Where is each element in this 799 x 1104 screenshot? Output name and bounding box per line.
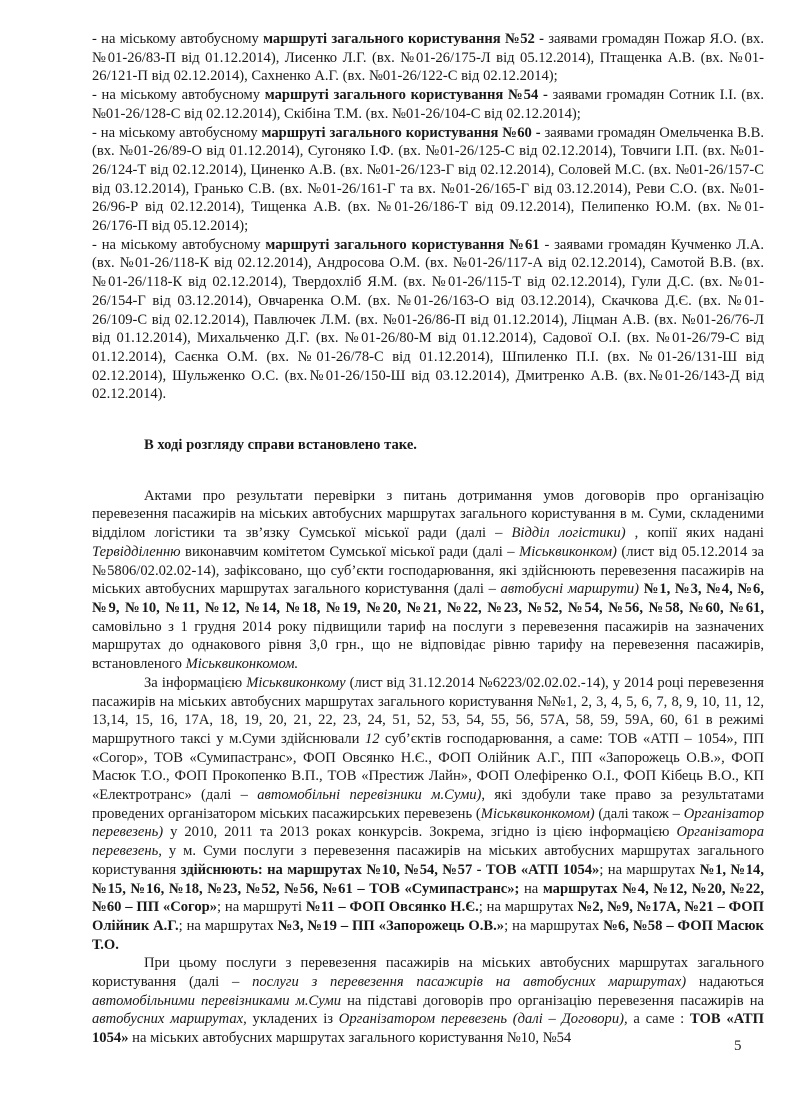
paragraph-contracts: При цьому послуги з перевезення пасажирів на міських автобусних маршрутах загального користування (далі – послуги з перевезення пасажирів на автобусних маршрутах) надаються автомобільними перевізниками м.Суми на підставі договорів про організацію перевезення пасажирів на автобусних маршрутах, укладених із Організатором перевезень (далі – Договори), а саме : ТОВ «АТП 1054» на міських автобусних маршрутах загального користування №10, №54 <box>92 955 764 1047</box>
paragraph-inspection-acts: Актами про результати перевірки з питань дотримання умов договорів про організацію перевезення пасажирів на міських автобусних маршрутах загального користування в м. Суми, складеними відділом логістики та зв’язку Сумської міської ради (далі – Відділ логістики) , копії яких надані Тервідділенню виконавчим комітетом Сумської міської ради (далі – Міськвиконком) (лист від 05.12.2014 за №5806/02.02.02-14), зафіксовано, що суб’єкти господарювання, які здійснюють перевезення пасажирів на міських автобусних маршрутах загального користування (далі – автобусні маршрути) №1, №3, №4, №6, №9, №10, №11, №12, №14, №18, №19, №20, №21, №22, №23, №52, №54, №56, №58, №60, №61, самовільно з 1 грудня 2014 року підвищили тариф на послуги з перевезення пасажирів на зазначених маршрутах до однакового рівня 3,0 грн., що не відповідає рівню тарифу на перевезення пасажирів, встановленого Міськвиконкомом. <box>92 487 764 673</box>
list-item-route-54: - на міському автобусному маршруті загального користування №54 - заявами громадян Сотник І.І. (вх. №01-26/128-С від 02.12.2014), Скібіна Т.М. (вх. №01-26/104-С від 02.12.2014); <box>92 87 765 122</box>
page-number: 5 <box>734 1038 742 1054</box>
list-item-route-52: - на міському автобусному маршруті загального користування №52 - заявами громадян Пожар Я.О. (вх. №01-26/83-П від 01.12.2014), Лисенко Л.Г. (вх. №01-26/175-Л від 05.12.2014), Птащенка А.В. (вх. №01-26/121-П від 02.12.2014), Сахненко А.Г. (вх. №01-26/122-С від 02.12.2014); <box>92 31 765 85</box>
paragraph-carriers-info: За інформацією Міськвиконкому (лист від 31.12.2014 №6223/02.02.02.-14), у 2014 році перевезення пасажирів на міських автобусних маршрутах загального користування №№1, 2, 3, 4, 5, 6, 7, 8, 9, 10, 11, 12, 13,14, 15, 16, 17А, 18, 19, 20, 21, 22, 23, 24, 51, 52, 53, 54, 55, 56, 57А, 58, 59, 59А, 60, 61 в режимі маршрутного таксі у м.Суми здійснювали 12 суб’єктів господарювання, а саме: ТОВ «АТП – 1054», ПП «Согор», ТОВ «Сумипастранс», ФОП Овсянко Н.Є., ФОП Олійник А.Г., ПП «Запорожець О.В.», ФОП Масюк Т.О., ФОП Прокопенко В.П., ТОВ «Престиж Лайн», ФОП Олефіренко О.І., ФОП Кібець В.О., КП «Електротранс» (далі – автомобільні перевізники м.Суми), які здобули таке право за результатами проведених організатором міських пасажирських перевезень (Міськвиконкомом) (далі також – Організатор перевезень) у 2010, 2011 та 2013 роках конкурсів. Зокрема, згідно із цією інформацією Організатора перевезень, у м. Суми послуги з перевезення пасажирів на міських автобусних маршрутах загального користування здійснюють: на маршрутах №10, №54, №57 - ТОВ «АТП 1054»; на маршрутах №1, №14, №15, №16, №18, №23, №52, №56, №61 – ТОВ «Сумипастранс»; на маршрутах №4, №12, №20, №22, №60 – ПП «Согор»; на маршруті №11 – ФОП Овсянко Н.Є.; на маршрутах №2, №9, №17А, №21 – ФОП Олійник А.Г.; на маршрутах №3, №19 – ПП «Запорожець О.В.»; на маршрутах №6, №58 – ФОП Масюк Т.О. <box>92 674 765 953</box>
list-item-route-61: - на міському автобусному маршруті загального користування №61 - заявами громадян Кучменко Л.А. (вх. №01-26/118-К від 02.12.2014), Андросова О.М. (вх. №01-26/117-А від 02.12.2014), Самотой В.В. (вх. №01-26/118-К від 02.12.2014), Твердохліб Я.М. (вх. №01-26/115-Т від 02.12.2014), Гули Д.С. (вх. №01-26/154-Г від 03.12.2014), Овчаренка О.М. (вх. №01-26/163-О від 03.12.2014), Скачкова Д.Є. (вх. №01-26/109-С від 02.12.2014), Павлючек Л.М. (вх. №01-26/86-П від 01.12.2014), Ліцман А.В. (вх. №01-26/76-Л від 01.12.2014), Михальченко Д.Г. (вх. №01-26/80-М від 01.12.2014), Садової О.І. (вх. №01-26/79-С від 01.12.2014), Саєнка О.М. (вх. №01-26/78-С від 01.12.2014), Шпиленко П.І. (вх. №01-26/131-Ш від 02.12.2014), Шульженко О.С. (вх.№01-26/150-Ш від 03.12.2014), Дмитренко А.В. (вх.№01-26/143-Д від 02.12.2014). <box>92 236 764 403</box>
section-heading: В ході розгляду справи встановлено таке. <box>144 437 417 454</box>
list-item-route-60: - на міському автобусному маршруті загального користування №60 - заявами громадян Омельченка В.В. (вх. №01-26/89-О від 01.12.2014), Сугоняко І.Ф. (вх. №01-26/125-С від 02.12.2014), Товчиги І.П. (вх. №01-26/124-Т від 02.12.2014), Циненко А.В. (вх. №01-26/123-Г від 02.12.2014), Соловей М.С. (вх. №01-26/157-С від 03.12.2014), Гранько С.В. (вх. №01-26/161-Г та вх. №01-26/165-Г від 03.12.2014), Реви С.О. (вх. №01-26/96-Р від 02.12.2014), Тищенка А.В. (вх. №01-26/186-Т від 09.12.2014), Пелипенко Ю.М. (вх. №01-26/176-П від 05.12.2014); <box>92 124 765 235</box>
document-page <box>92 30 764 1048</box>
